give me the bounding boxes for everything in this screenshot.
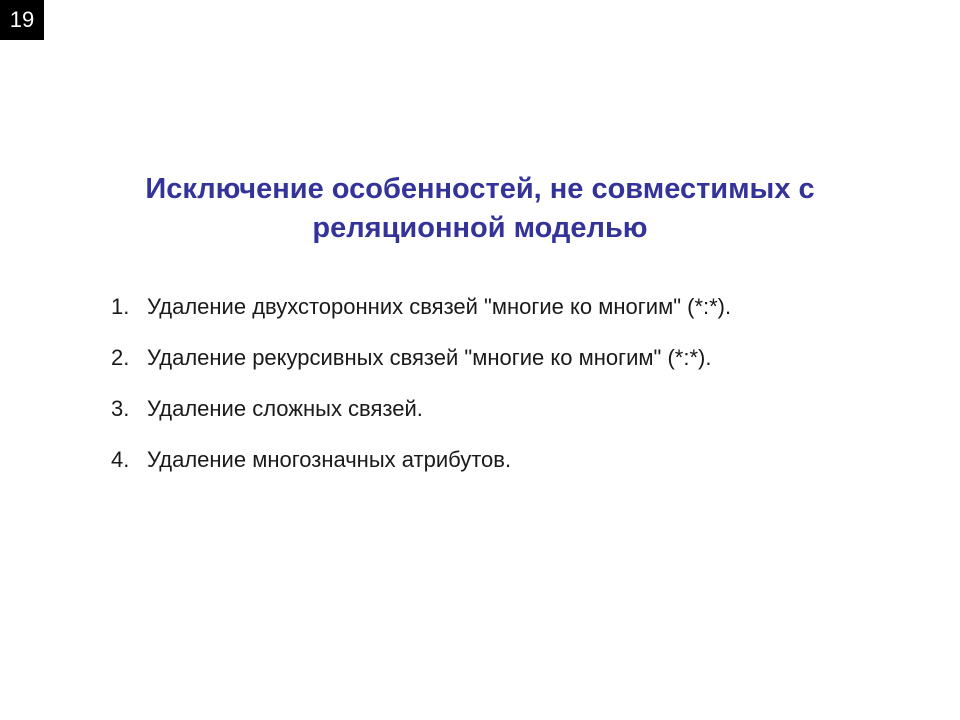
list-item (111, 341, 911, 375)
list-item-text: Удаление многозначных атрибутов. (147, 447, 512, 472)
list-item-number: 1. (111, 294, 130, 319)
slide-title-line-1: Исключение особенностей, не совместимых с (145, 173, 815, 205)
list-item (111, 443, 911, 477)
list-item-number: 3. (111, 396, 130, 421)
list-item-number: 2. (111, 345, 130, 370)
list-item (111, 392, 911, 426)
list-item-text: Удаление сложных связей. (147, 396, 423, 421)
slide-title (80, 170, 880, 248)
slide-title-line-2: реляционной моделью (312, 212, 648, 244)
list-item-text: Удаление двухсторонних связей "многие ко многим" (*:*). (147, 294, 732, 319)
list-item (111, 290, 911, 324)
list-item-number: 4. (111, 447, 130, 472)
list-item-text: Удаление рекурсивных связей "многие ко многим" (*:*). (147, 345, 712, 370)
page-number-badge: 19 (0, 0, 44, 40)
steps-list (111, 290, 911, 494)
